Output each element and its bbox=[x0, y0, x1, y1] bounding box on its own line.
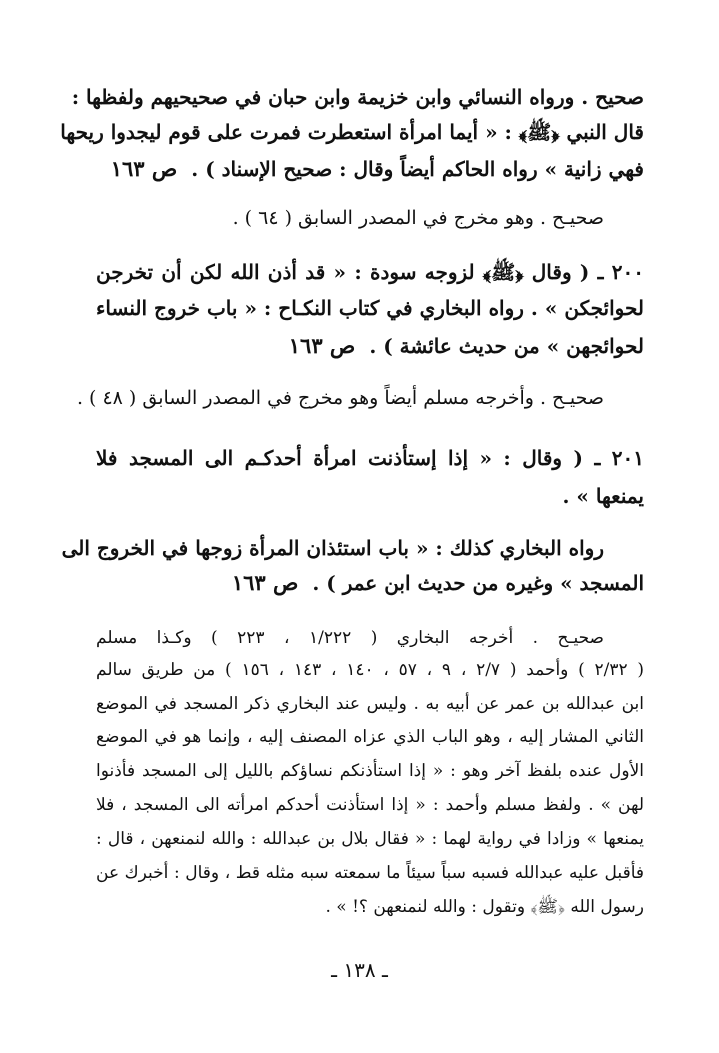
hadith-199-text: فهي زانية » رواه الحاكم أيضاً وقال : صحيح الإسناد ) . bbox=[191, 157, 644, 181]
page-number: ـ ١٣٨ ـ bbox=[331, 958, 388, 982]
hadith-200-page-ref: ص ١٦٣ bbox=[288, 333, 356, 358]
commentary-line: رسول الله ﴿ﷺ﴾ وتقول : والله لنمنعهن ؟! » . bbox=[325, 897, 644, 917]
commentary-line: الأول عنده بلفظ آخر وهو : « إذا استأذنكم نساؤكم بالليل إلى المسجد فأذنوا bbox=[96, 761, 644, 781]
hadith-199-page-ref: ص ١٦٣ bbox=[110, 156, 178, 181]
hadith-200-line-1: ٢٠٠ ـ ( وقال ﴿ﷺ﴾ لزوجه سودة : « قد أذن الله لكن أن تخرجن bbox=[96, 260, 644, 284]
hadith-201-line-1: ٢٠١ ـ ( وقال : « إذا إستأذنت امرأة أحدكـم الى المسجد فلا bbox=[96, 446, 644, 470]
hadith-201-line-3: رواه البخاري كذلك : « باب استئذان المرأة زوجها في الخروج الى bbox=[61, 536, 604, 560]
commentary-line: يمنعها » وزادا في رواية لهما : « فقال بلال بن عبدالله : والله لنمنعهن ، قال : bbox=[96, 829, 644, 849]
hadith-201-line-4 bbox=[96, 568, 644, 600]
hadith-200-line-3 bbox=[96, 331, 644, 363]
hadith-201-page-ref: ص ١٦٣ bbox=[231, 570, 299, 595]
hadith-199-text-line-1: قال النبي ﴿ﷺ﴾ : « أيما امرأة استعطرت فمرت على قوم ليجدوا ريحها bbox=[60, 120, 644, 144]
commentary-line: الثاني المشار إليه ، وهو الباب الذي عزاه المصنف إليه ، وإنما هو في الموضع bbox=[96, 727, 644, 747]
hadith-199-text-line-2 bbox=[96, 154, 644, 186]
commentary-line: لهن » . ولفظ مسلم وأحمد : « إذا استأذنت أحدكم امرأته الى المسجد ، فلا bbox=[96, 795, 644, 815]
commentary-line: فأقبل عليه عبدالله فسبه سباً سيئاً ما سمعته سبه مثله قط ، وقال : أخبرك عن bbox=[96, 863, 644, 883]
hadith-200-line-2: لحوائجكن » . رواه البخاري في كتاب النكـاح : « باب خروج النساء bbox=[96, 296, 644, 320]
commentary-line: ابن عبدالله بن عمر عن أبيه به . وليس عند البخاري ذكر المسجد في الموضع bbox=[96, 694, 644, 714]
commentary-line: صحيـح . أخرجه البخاري ( ١/٢٢٢ ، ٢٢٣ ) وكـذا مسلم bbox=[96, 628, 604, 648]
hadith-200-text: لحوائجهن » من حديث عائشة ) . bbox=[369, 334, 644, 358]
hadith-201-text: المسجد » وغيره من حديث ابن عمر ) . bbox=[312, 571, 644, 595]
hadith-200-note: صحيـح . وأخرجه مسلم أيضاً وهو مخرج في المصدر السابق ( ٤٨ ) . bbox=[76, 387, 604, 409]
commentary-line: ( ٢/٣٢ ) وأحمد ( ٢/٧ ، ٩ ، ٥٧ ، ١٤٠ ، ١٤٣ ، ١٥٦ ) من طريق سالم bbox=[96, 660, 645, 680]
hadith-201-line-2: يمنعها » . bbox=[562, 484, 644, 508]
hadith-199-grading-line: صحيح . ورواه النسائي وابن خزيمة وابن حبان في صحيحيهم ولفظها : bbox=[71, 85, 644, 109]
hadith-199-note: صحيـح . وهو مخرج في المصدر السابق ( ٦٤ ) . bbox=[232, 207, 604, 229]
